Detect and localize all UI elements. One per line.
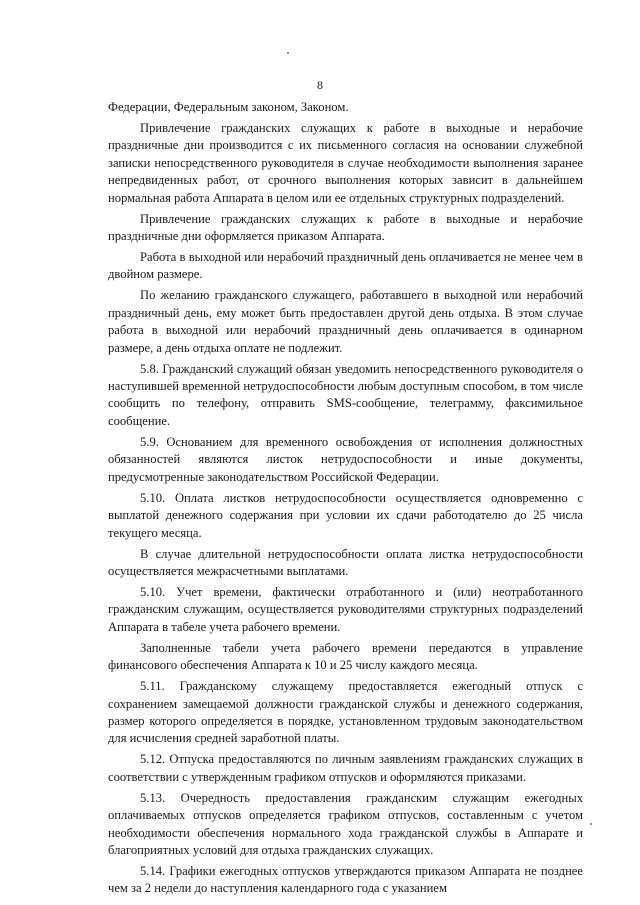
paragraph: Привлечение гражданских служащих к работе в выходные и нерабочие праздничные дни производится с их письменного согласия на основании служебной записки непосредственного руководителя в случае необходимости выполнения заранее непредвиденных работ, от срочного выполнения которых зависит в дальнейшем нормальная работа Аппарата в целом или ее отдельных структурных подразделений.: [108, 121, 583, 205]
paragraph: По желанию гражданского служащего, работавшего в выходной или нерабочий праздничный день, ему может быть предоставлен другой день отдыха. В этом случае работа в выходной или нерабочий праздничный день оплачивается в одинарном размере, а день отдыха оплате не подлежит.: [108, 288, 583, 355]
paragraph: Заполненные табели учета рабочего времени передаются в управление финансового обеспечения Аппарата к 10 и 25 числу каждого месяца.: [108, 640, 583, 673]
paragraph: 5.11. Гражданскому служащему предоставляется ежегодный отпуск с сохранением замещаемой должности гражданской службы и денежного содержания, размер которого определяется в порядке, установленном трудовым законодательством для исчисления средней заработной платы.: [108, 679, 583, 746]
scan-speck: [287, 52, 289, 54]
paragraph: 5.10. Учет времени, фактически отработанного и (или) неотработанного гражданским служащим, осуществляется руководителями структурных подразделений Аппарата в табеле учета рабочего времени.: [108, 584, 583, 634]
paragraph: 5.8. Гражданский служащий обязан уведомить непосредственного руководителя о наступившей временной нетрудоспособности любым доступным способом, в том числе сообщить по телефону, отправить SMS-сообщение, телеграмму, факсимильное сообщение.: [108, 361, 583, 428]
scan-speck: [590, 823, 592, 825]
paragraph: 5.13. Очередность предоставления гражданским служащим ежегодных оплачиваемых отпусков определяется графиком отпусков, составленным с учетом необходимости обеспечения нормального хода гражданской службы в Аппарате и благоприятных условий для отдыха гражданских служащих.: [108, 790, 583, 857]
paragraph: Работа в выходной или нерабочий праздничный день оплачивается не менее чем в двойном размере.: [108, 250, 583, 282]
paragraph: 5.10. Оплата листков нетрудоспособности осуществляется одновременно с выплатой денежного содержания при условии их сдачи работодателю до 25 числа текущего месяца.: [108, 490, 583, 540]
paragraph: Привлечение гражданских служащих к работе в выходные и нерабочие праздничные дни оформляется приказом Аппарата.: [108, 211, 583, 244]
paragraph: 5.14. Графики ежегодных отпусков утверждаются приказом Аппарата не позднее чем за 2 недели до наступления календарного года с указанием: [108, 863, 583, 896]
paragraph: Федерации, Федеральным законом, Законом.: [108, 100, 349, 114]
document-body: [108, 99, 583, 901]
paragraph: 5.9. Основанием для временного освобождения от исполнения должностных обязанностей являются листок нетрудоспособности и иные документы, предусмотренные законодательством Российской Федерации.: [108, 434, 583, 484]
page-number: 8: [317, 78, 323, 92]
paragraph: В случае длительной нетрудоспособности оплата листка нетрудоспособности осуществляется межрасчетными выплатами.: [108, 546, 583, 578]
paragraph: 5.12. Отпуска предоставляются по личным заявлениям гражданских служащих в соответствии с утвержденным графиком отпусков и оформляются приказами.: [108, 752, 583, 784]
